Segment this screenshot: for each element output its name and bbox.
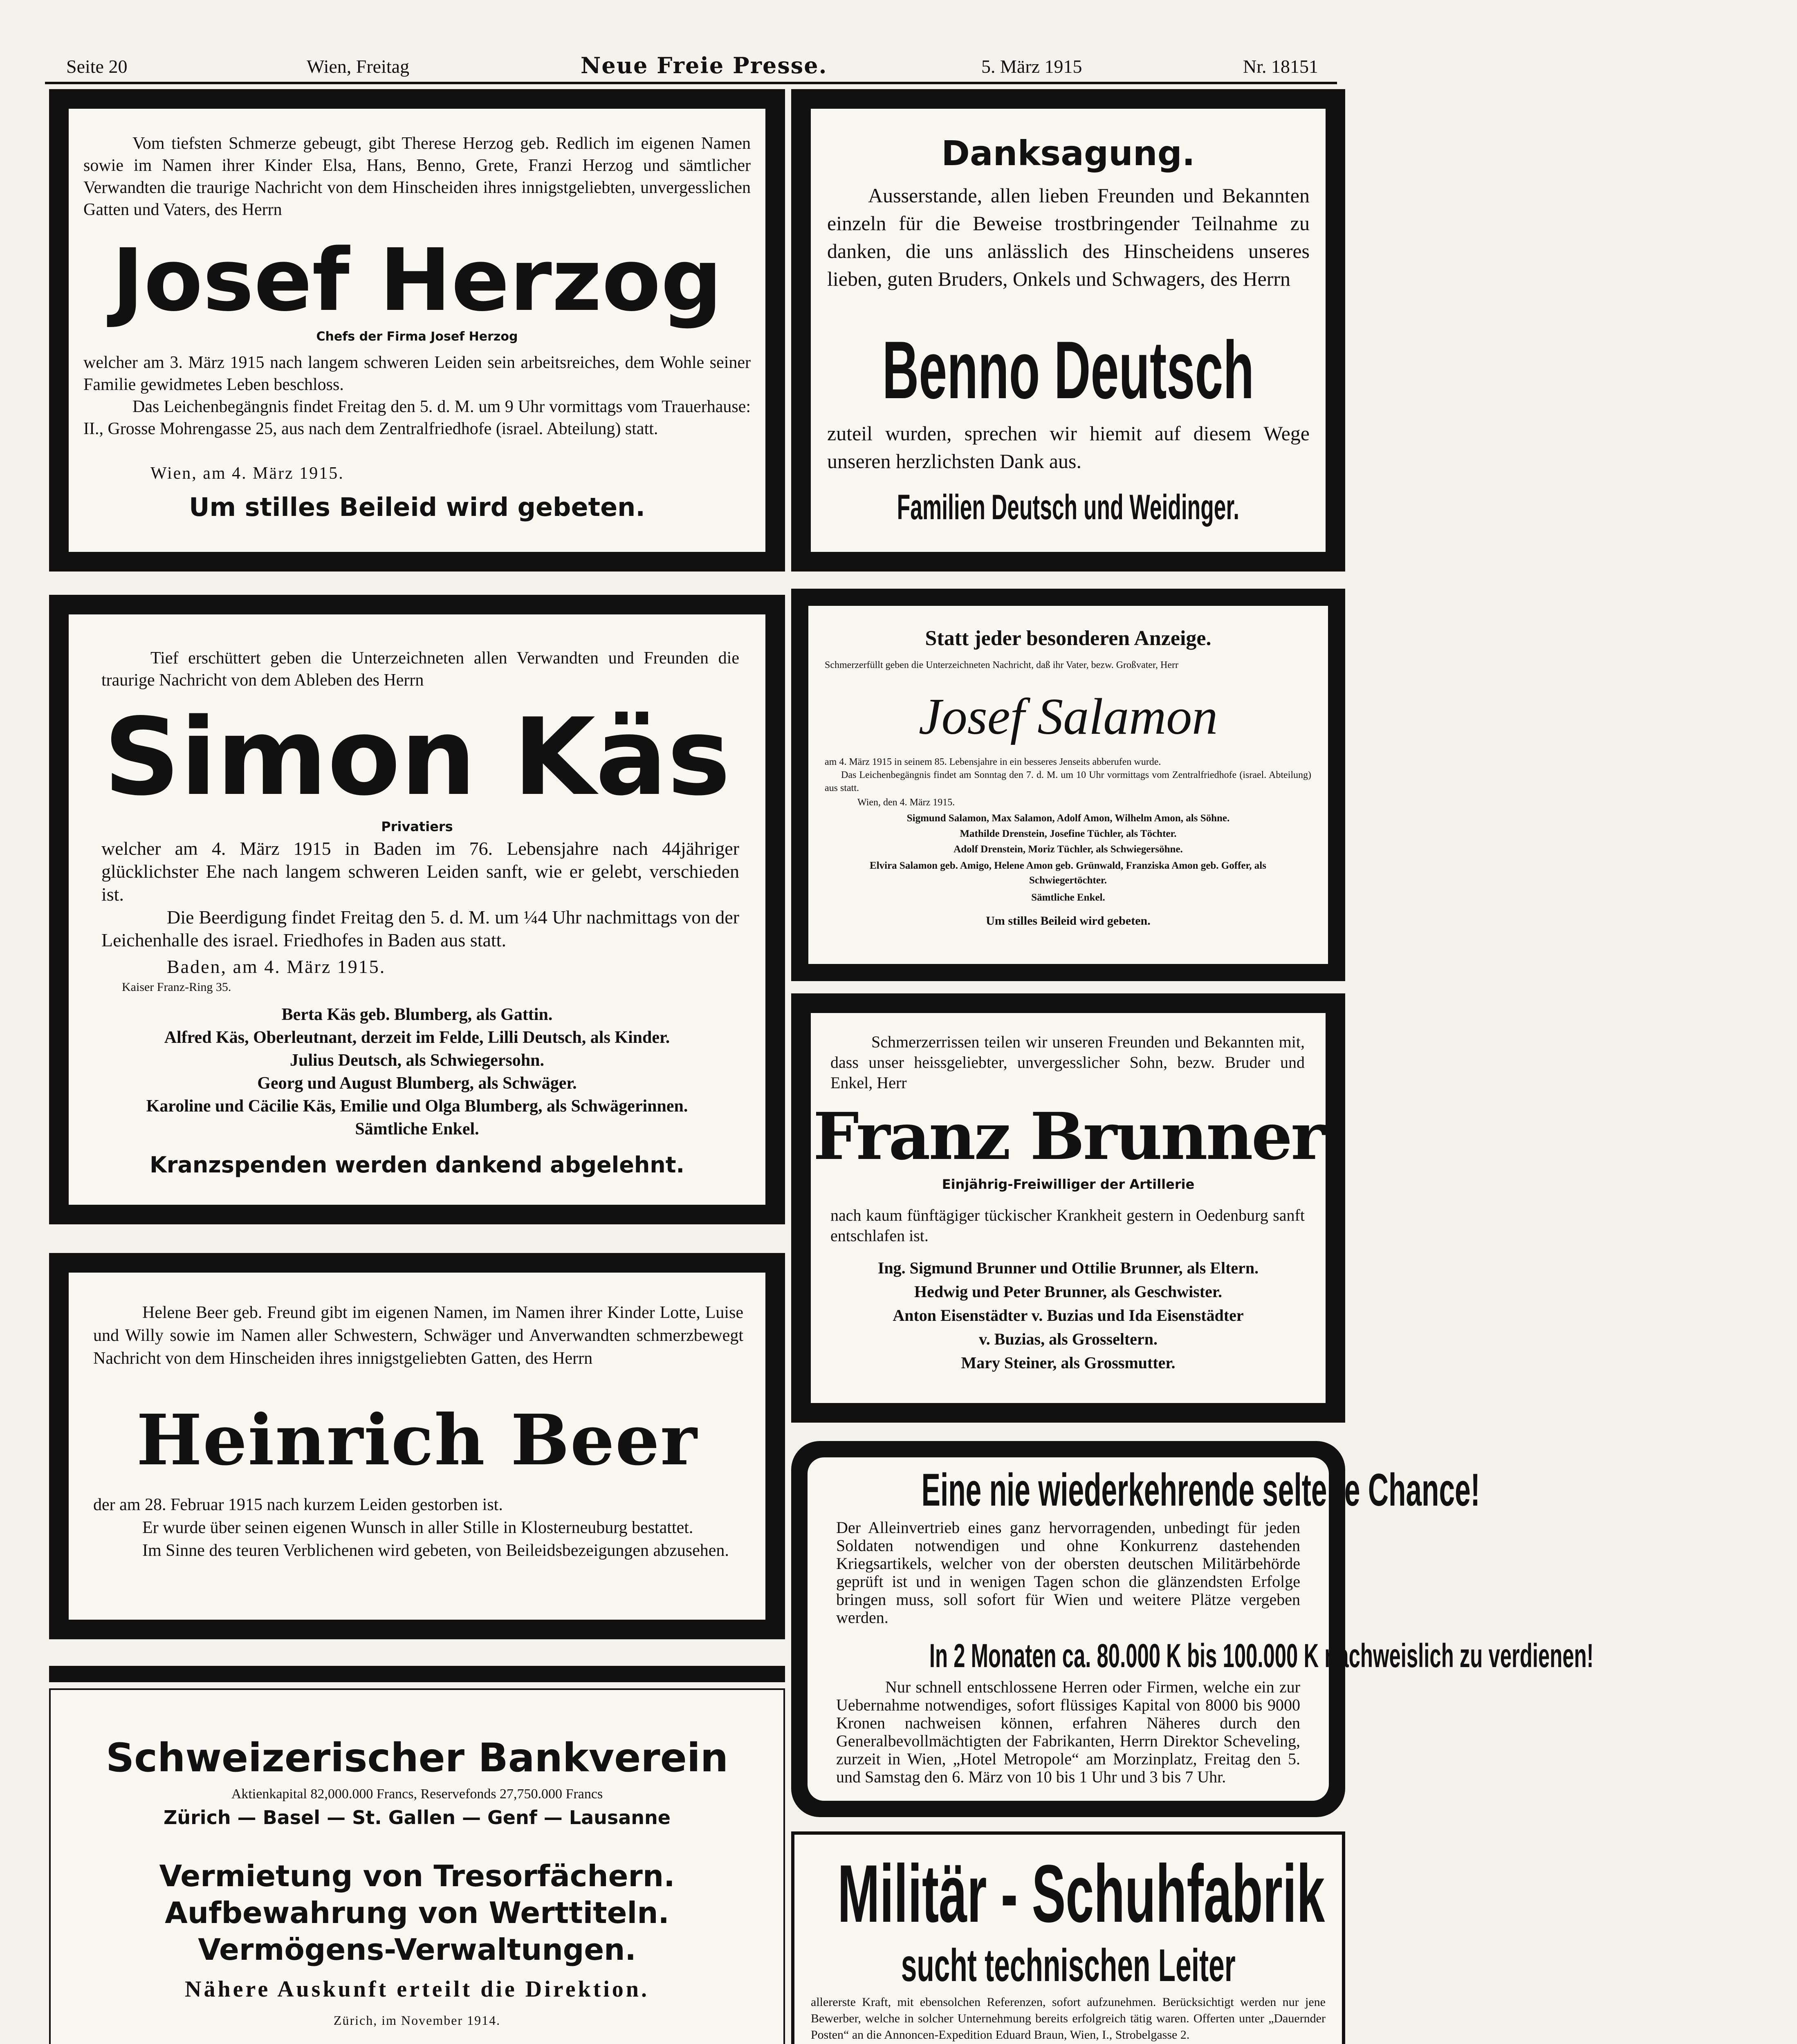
kaes-signer-2: Alfred Käs, Oberleutnant, derzeit im Felde, Lilli Deutsch, als Kinder. [164,1028,670,1047]
deutsch-signature: Familien Deutsch und Weidinger. [897,488,1240,527]
schuh-ad [791,1831,1345,2044]
bank-capital: Aktienkapital 82,000.000 Francs, Reservefonds 27,750.000 Francs [231,1786,603,1802]
bank-name: Schweizerischer Bankverein [105,1735,729,1781]
brunner-body: nach kaum fünftägiger tückischer Krankheit gestern in Oedenburg sanft entschlafen ist. [830,1206,1305,1245]
brunner-signer-5: Mary Steiner, als Grossmutter. [961,1354,1176,1372]
beer-intro: Helene Beer geb. Freund gibt im eigenen Namen, im Namen ihrer Kinder Lotte, Luise und Willy sowie im Namen aller Schwestern, Schwäger und Anverwandten schmerzbewegt Nachricht von dem Hinscheiden ihres innigstgeliebten Gatten, des Herrn [93,1303,743,1368]
salamon-signer-3: Adolf Drenstein, Moriz Tüchler, als Schwiegersöhne. [953,844,1183,855]
salamon-place: Wien, den 4. März 1915. [857,797,955,808]
chance-heading: Eine nie wiederkehrende seltene Chance! [921,1464,1480,1515]
deutsch-name: Benno Deutsch [882,325,1254,416]
chance-body1: Der Alleinvertrieb eines ganz hervorragenden, unbedingt für jeden Soldaten notwendigen und ohne Konkurrenz dastehenden Kriegsartikels, welcher von der obersten deutschen Militärbehörde geprüft ist und in wenigen Tagen schon die glänzendsten Erfolge bringen muss, soll sofort für Wien und weitere Plätze vergeben werden. [836,1518,1300,1627]
salamon-signer-4: Elvira Salamon geb. Amigo, Helene Amon geb. Grünwald, Franziska Amon geb. Goffer, als Schwiegertöchter. [870,860,1266,886]
salamon-notice [791,589,1345,981]
schuh-subtitle: sucht technischen Leiter [901,1940,1236,1991]
deutsch-heading: Danksagung. [941,133,1195,173]
salamon-closing: Um stilles Beileid wird gebeten. [986,914,1151,928]
beer-body3: Im Sinne des teuren Verblichenen wird gebeten, von Beileidsbezeigungen abzusehen. [142,1541,729,1560]
issue-date: 5. März 1915 [981,56,1082,77]
bank-top-bar [49,1666,785,1682]
herzog-body1: welcher am 3. März 1915 nach langem schweren Leiden sein arbeitsreiches, dem Wohle seiner Familie gewidmetes Leben beschloss. [83,353,751,394]
herzog-closing: Um stilles Beileid wird gebeten. [189,492,645,522]
beer-body2: Er wurde über seinen eigenen Wunsch in aller Stille in Klosterneuburg bestattet. [142,1518,693,1537]
kaes-place: Baden, am 4. März 1915. [167,956,386,977]
kaes-closing: Kranzspenden werden dankend abgelehnt. [149,1152,685,1178]
bank-ad [49,1688,785,2044]
kaes-signer-5: Karoline und Cäcilie Käs, Emilie und Olga Blumberg, als Schwägerinnen. [146,1097,688,1116]
salamon-signer-1: Sigmund Salamon, Max Salamon, Adolf Amon, Wilhelm Amon, als Söhne. [906,813,1230,824]
kaes-intro: Tief erschüttert geben die Unterzeichneten allen Verwandten und Freunden die traurige Nachricht von dem Ableben des Herrn [101,649,739,690]
kaes-notice [49,595,785,1224]
kaes-signer-6: Sämtliche Enkel. [355,1120,479,1139]
salamon-name: Josef Salamon [918,688,1218,745]
kaes-signer-3: Julius Deutsch, als Schwiegersohn. [290,1051,544,1070]
header-rule [45,82,1337,84]
kaes-signer-4: Georg und August Blumberg, als Schwäger. [257,1074,577,1093]
chance-body2: Nur schnell entschlossene Herren oder Firmen, welche ein zur Uebernahme notwendiges, sofort flüssiges Kapital von 8000 bis 9000 Kronen nachweisen können, erfahren Näheres durch den Generalbevollmächtigten der Fabrikanten, Herrn Direktor Scheveling, zurzeit in Wien, „Hotel Metropole“ am Morzinplatz, Freitag den 5. und Samstag den 6. März von 10 bis 1 Uhr und 3 bis 7 Uhr. [836,1678,1300,1786]
bank-cities: Zürich — Basel — St. Gallen — Genf — Lausanne [164,1806,671,1829]
kaes-body2: Die Beerdigung findet Freitag den 5. d. M. um ¼4 Uhr nachmittags von der Leichenhalle des israel. Friedhofes in Baden aus statt. [101,907,739,950]
masthead: Neue Freie Presse. [581,52,828,78]
brunner-signer-4: v. Buzias, als Grosseltern. [978,1330,1158,1348]
schuh-name: Militär - Schuhfabrik [837,1848,1325,1939]
salamon-body1: am 4. März 1915 in seinem 85. Lebensjahre in ein besseres Jenseits abberufen wurde. [825,757,1161,767]
bank-info: Nähere Auskunft erteilt die Direktion. [185,1977,649,2002]
issue-number: Nr. 18151 [1243,56,1318,77]
deutsch-body: zuteil wurden, sprechen wir hiemit auf diesem Wege unseren herzlichsten Dank aus. [827,422,1310,473]
kaes-name: Simon Käs [103,696,731,819]
brunner-signer-1: Ing. Sigmund Brunner und Ottilie Brunner, als Eltern. [877,1259,1259,1277]
bank-place: Zürich, im November 1914. [333,2013,501,2028]
brunner-notice [791,993,1345,1423]
bank-service-3: Vermögens-Verwaltungen. [198,1932,636,1967]
kaes-body1: welcher am 4. März 1915 in Baden im 76. Lebensjahre nach 44jähriger glücklichster Ehe nach langem schweren Leiden sanft, wie er gelebt, verschieden ist. [101,838,739,905]
salamon-body2: Das Leichenbegängnis findet am Sonntag den 7. d. M. um 10 Uhr vormittags vom Zentralfriedhofe (israel. Abteilung) aus statt. [825,770,1311,793]
place-day: Wien, Freitag [307,56,410,77]
kaes-address: Kaiser Franz-Ring 35. [122,980,231,994]
herzog-intro: Vom tiefsten Schmerze gebeugt, gibt Therese Herzog geb. Redlich im eigenen Namen sowie im Namen ihrer Kinder Elsa, Hans, Benno, Grete, Franzi Herzog und sämtlicher Verwandten die traurige Nachricht von dem Hinscheiden ihres innigstgeliebten, unvergesslichen Gatten und Vaters, des Herrn [83,134,751,219]
brunner-intro: Schmerzerrissen teilen wir unseren Freunden und Bekannten mit, dass unser heissgeliebter, unvergesslicher Sohn, bezw. Bruder und Enkel, Herr [830,1033,1305,1092]
brunner-signer-3: Anton Eisenstädter v. Buzias und Ida Eisenstädter [893,1306,1244,1325]
salamon-intro: Schmerzerfüllt geben die Unterzeichneten Nachricht, daß ihr Vater, bezw. Großvater, Herr [825,660,1179,670]
kaes-title: Privatiers [381,819,453,834]
brunner-name: Franz Brunner [813,1099,1324,1174]
salamon-signer-2: Mathilde Drenstein, Josefine Tüchler, als Töchter. [960,828,1177,839]
page-header [45,48,1333,85]
brunner-signer-2: Hedwig und Peter Brunner, als Geschwister. [914,1282,1222,1301]
beer-body1: der am 28. Februar 1915 nach kurzem Leiden gestorben ist. [93,1495,503,1514]
bank-service-1: Vermietung von Tresorfächern. [159,1859,675,1893]
kaes-signer-1: Berta Käs geb. Blumberg, als Gattin. [281,1005,553,1024]
brunner-title: Einjährig-Freiwilliger der Artillerie [942,1177,1195,1192]
salamon-heading: Statt jeder besonderen Anzeige. [925,627,1211,650]
page-number: Seite 20 [66,56,128,77]
schuh-body: allererste Kraft, mit ebensolchen Referenzen, sofort aufzunehmen. Berücksichtigt werden nur jene Bewerber, welche in solcher Unternehmung bereits erfolgreich tätig waren. Offerten unter „Dauernder Posten“ an die Annoncen-Expedition Eduard Braun, Wien, I., Strobelgasse 2. [811,1995,1326,2042]
salamon-signer-5: Sämtliche Enkel. [1031,892,1105,903]
beer-notice [49,1253,785,1639]
deutsch-intro: Ausserstande, allen lieben Freunden und Bekannten einzeln für die Beweise trostbringender Teilnahme zu danken, die uns anlässlich des Hinscheidens unseres lieben, guten Bruders, Onkels und Schwagers, des Herrn [827,184,1310,290]
deutsch-notice [791,89,1345,572]
herzog-notice [49,89,785,572]
herzog-name: Josef Herzog [112,230,722,330]
bank-service-2: Aufbewahrung von Werttiteln. [165,1896,669,1930]
beer-name: Heinrich Beer [136,1399,698,1481]
chance-highlight: In 2 Monaten ca. 80.000 K bis 100.000 K nachweislich zu verdienen! [929,1637,1594,1674]
chance-ad [791,1441,1594,1817]
herzog-place: Wien, am 4. März 1915. [150,464,344,483]
herzog-body2: Das Leichenbegängnis findet Freitag den 5. d. M. um 9 Uhr vormittags vom Trauerhause: II., Grosse Mohrengasse 25, aus nach dem Zentralfriedhofe (israel. Abteilung) statt. [83,397,751,438]
herzog-title: Chefs der Firma Josef Herzog [316,329,518,344]
